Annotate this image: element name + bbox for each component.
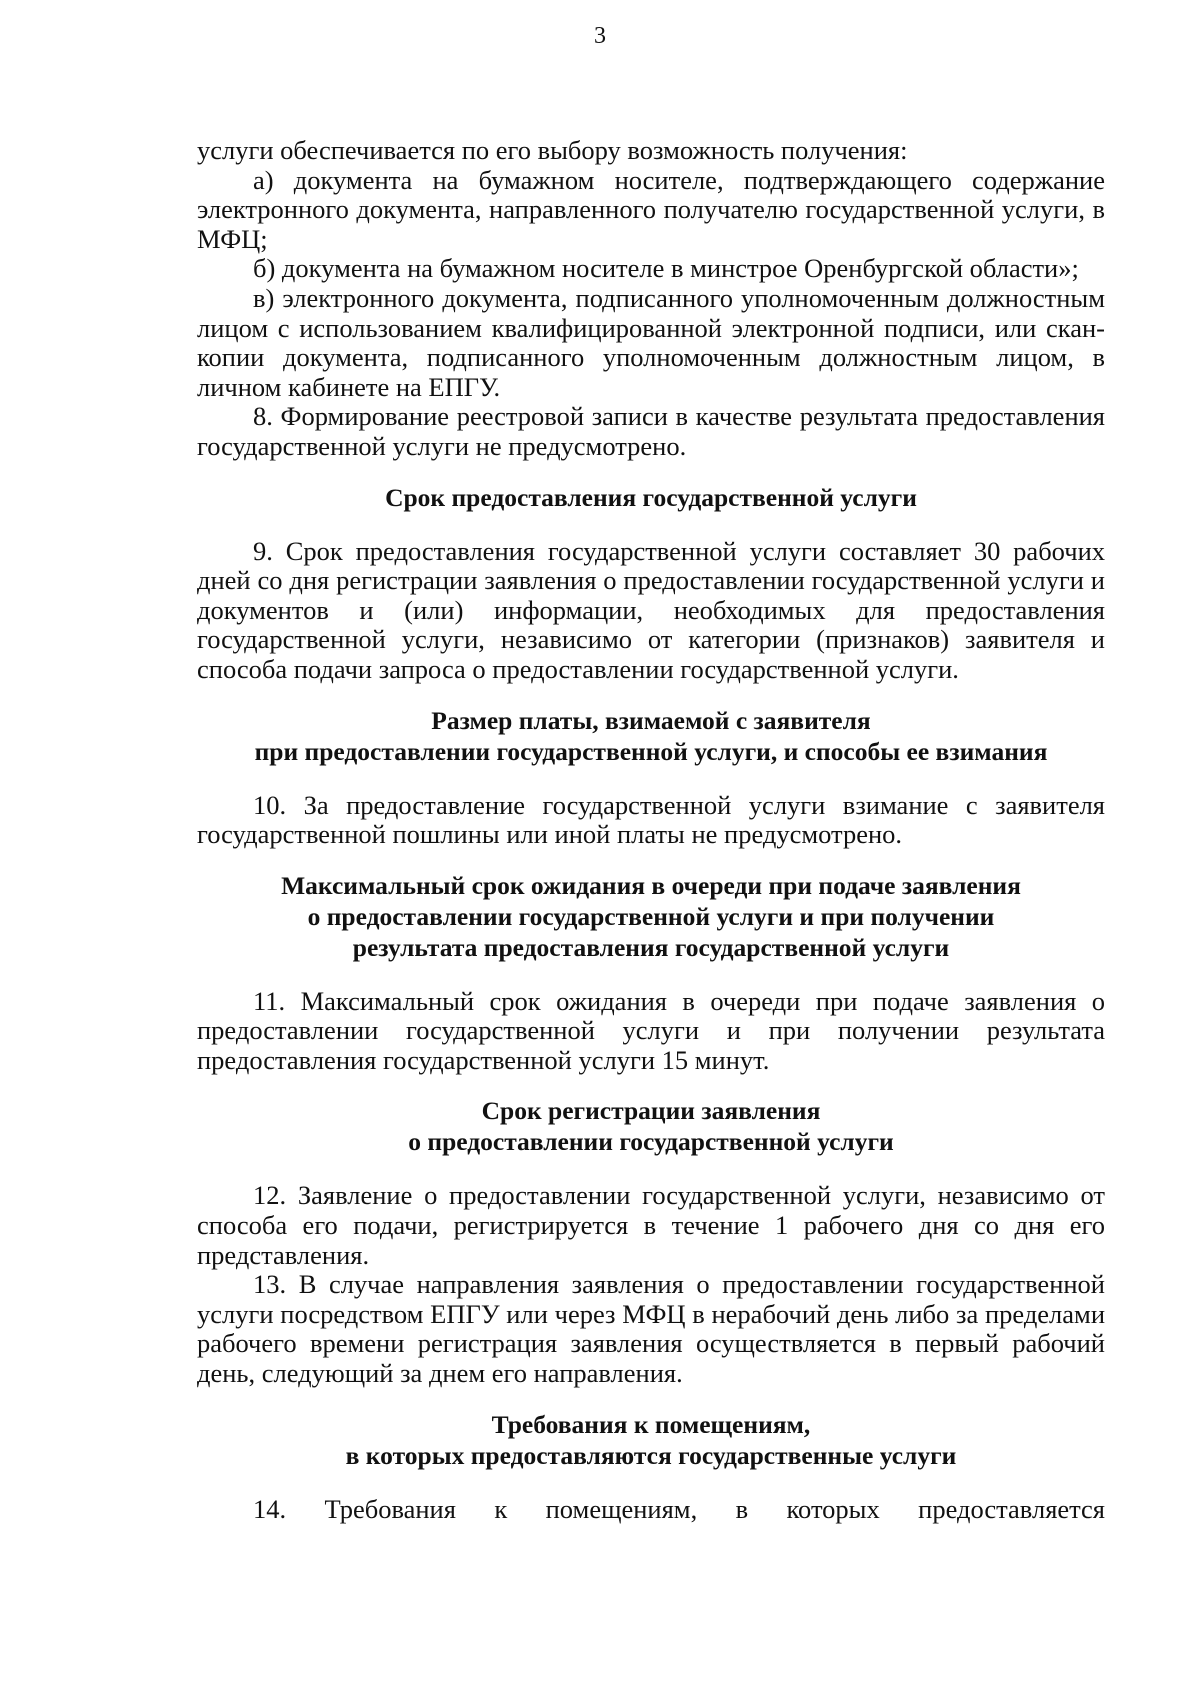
paragraph-item-b: б) документа на бумажном носителе в минстрое Оренбургской области»;	[253, 253, 1079, 284]
heading-line: Срок регистрации заявления	[481, 1096, 821, 1126]
paragraph-10: 10. За предоставление государственной услуги взимание с заявителя государственной пошлины или иной платы не предусмотрено.	[197, 789, 1105, 850]
page-number: 3	[594, 23, 606, 49]
paragraph-item-a: а) документа на бумажном носителе, подтверждающего содержание электронного документа, направленного получателю государственной услуги, в МФЦ;	[197, 164, 1105, 254]
heading-registration-term	[197, 1095, 1105, 1157]
heading-line: в которых предоставляются государственные услуги	[345, 1440, 957, 1470]
paragraph-11: 11. Максимальный срок ожидания в очереди при подаче заявления о предоставлении государственной услуги и при получении результата предоставления государственной услуги 15 минут.	[197, 985, 1105, 1075]
heading-fee	[197, 705, 1105, 767]
heading-premises-requirements	[197, 1409, 1105, 1471]
heading-line: о предоставлении государственной услуги и при получении	[307, 901, 995, 931]
paragraph-9: 9. Срок предоставления государственной услуги составляет 30 рабочих дней со дня регистрации заявления о предоставлении государственной услуги и документов и (или) информации, необходимых для предоставления государственной услуги, независимо от категории (признаков) заявителя и способа подачи запроса о предоставлении государственной услуги.	[197, 535, 1105, 684]
heading-line: Размер платы, взимаемой с заявителя	[431, 705, 871, 735]
heading-line: о предоставлении государственной услуги	[408, 1127, 894, 1157]
heading-line: Максимальный срок ожидания в очереди при подаче заявления	[281, 870, 1021, 900]
paragraph-14: 14. Требования к помещениям, в которых предоставляется	[253, 1493, 1105, 1524]
heading-line: Срок предоставления государственной услуги	[385, 482, 917, 512]
paragraph-continuation: услуги обеспечивается по его выбору возможность получения:	[197, 135, 908, 165]
heading-line: Требования к помещениям,	[491, 1409, 811, 1439]
heading-queue-time	[197, 870, 1105, 963]
heading-line: результата предоставления государственной услуги	[352, 932, 950, 962]
document-body	[197, 136, 1105, 1524]
paragraph-item-v: в) электронного документа, подписанного уполномоченным должностным лицом с использованием квалифицированной электронной подписи, или скан-копии документа, подписанного уполномоченным должностным лицом, в личном кабинете на ЕПГУ.	[197, 282, 1105, 402]
paragraph-8: 8. Формирование реестровой записи в качестве результата предоставления государственной услуги не предусмотрено.	[197, 401, 1105, 461]
paragraph-13: 13. В случае направления заявления о предоставлении государственной услуги посредством ЕПГУ или через МФЦ в нерабочий день либо за пределами рабочего времени регистрация заявления осуществляется в первый рабочий день, следующий за днем его направления.	[197, 1269, 1105, 1389]
heading-line: при предоставлении государственной услуги, и способы ее взимания	[254, 736, 1048, 766]
paragraph-12: 12. Заявление о предоставлении государственной услуги, независимо от способа его подачи, регистрируется в течение 1 рабочего дня со дня его представления.	[197, 1180, 1105, 1270]
heading-service-term	[197, 482, 1105, 513]
